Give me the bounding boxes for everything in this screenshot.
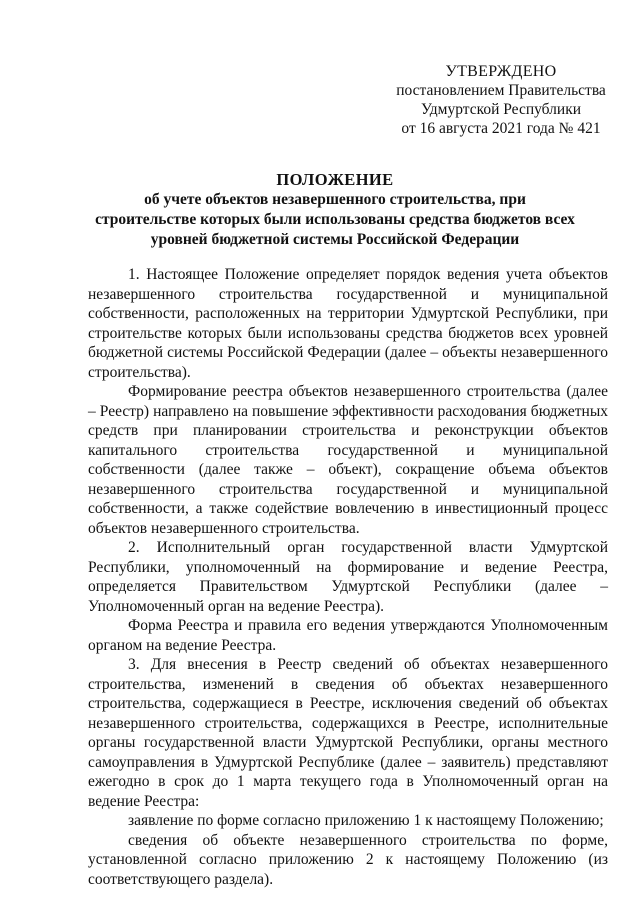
paragraph-3: 2. Исполнительный орган государственной власти Удмуртской Республики, уполномоченный на формирование и ведение Реестра, определяется Правительством Удмуртской Республики (далее – Уполномоченный орган на ведение Реестра). — [88, 539, 608, 615]
paragraph-2: Формирование реестра объектов незавершенного строительства (далее – Реестр) направлено на повышение эффективности расходования бюджетных средств при планировании строительства и реконструкции объектов капитального строительства государственной и муниципальной собственности (далее также – объект), сокращение объема объектов незавершенного строительства государственной и муниципальной собственности, а также содействие вовлечению в инвестиционный процесс объектов незавершенного строительства. — [88, 383, 608, 537]
document-heading — [95, 170, 575, 250]
approval-title: УТВЕРЖДЕНО — [445, 63, 557, 80]
approval-stamp — [396, 62, 606, 138]
paragraph-5: 3. Для внесения в Реестр сведений об объектах незавершенного строительства, изменений в сведения об объектах незавершенного строительства, содержащиеся в Реестре, исключения сведений об объектах незавершенного строительства, содержащихся в Реестре, исполнительные органы государственной власти Удмуртской Республики, органы местного самоуправления в Удмуртской Республике (далее – заявитель) представляют ежегодно в срок до 1 марта текущего года в Уполномоченный орган на ведение Реестра: — [88, 656, 608, 810]
document-title: ПОЛОЖЕНИЕ — [276, 170, 394, 189]
approval-line-3: от 16 августа 2021 года № 421 — [401, 120, 601, 137]
paragraph-6: заявление по форме согласно приложению 1 к настоящему Положению; — [128, 812, 604, 829]
approval-line-1: постановлением Правительства — [396, 82, 606, 99]
paragraph-1: 1. Настоящее Положение определяет порядок ведения учета объектов незавершенного строительства государственной и муниципальной собственности, расположенных на территории Удмуртской Республики, при строительстве которых были использованы средства бюджетов всех уровней бюджетной системы Российской Федерации (далее – объекты незавершенного строительства). — [88, 266, 608, 381]
paragraph-7: сведения об объекте незавершенного строительства по форме, установленной согласно приложению 2 к настоящему Положению (из соответствующего раздела). — [88, 831, 608, 888]
paragraph-4: Форма Реестра и правила его ведения утверждаются Уполномоченным органом на ведение Реестра. — [88, 617, 608, 654]
document-body — [88, 265, 608, 889]
approval-line-2: Удмуртской Республики — [420, 101, 582, 118]
document-subtitle: об учете объектов незавершенного строительства, при строительстве которых были использованы средства бюджетов всех уровней бюджетной системы Российской Федерации — [95, 191, 575, 248]
